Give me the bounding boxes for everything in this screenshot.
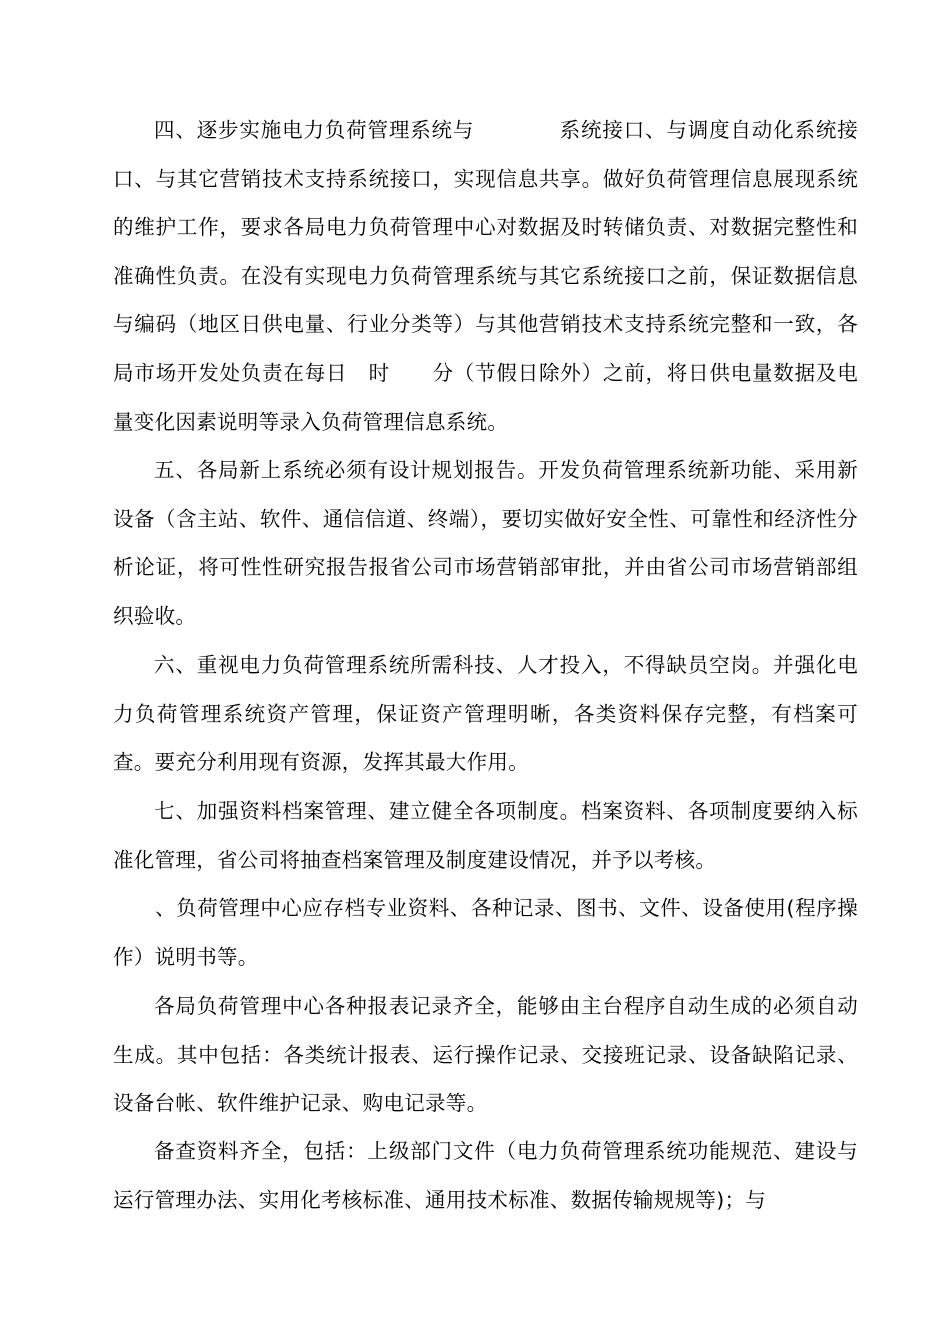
paragraph-archive-materials: 、负荷管理中心应存档专业资料、各种记录、图书、文件、设备使用(程序操作）说明书等。 — [113, 896, 858, 969]
paragraph-6-talent-assets: 六、重视电力负荷管理系统所需科技、人才投入，不得缺员空岗。并强化电力负荷管理系统资产管理，保证资产管理明晰，各类资料保存完整，有档案可查。要充分利用现有资源，发挥其最大作用。 — [113, 653, 858, 775]
paragraph-report-records: 各局负荷管理中心各种报表记录齐全，能够由主台程序自动生成的必须自动生成。其中包括：各类统计报表、运行操作记录、交接班记录、设备缺陷记录、设备台帐、软件维护记录、购电记录等。 — [113, 994, 858, 1116]
paragraph-reference-materials: 备查资料齐全，包括：上级部门文件（电力负荷管理系统功能规范、建设与运行管理办法、实用化考核标准、通用技术标准、数据传输规规等)；与 — [113, 1139, 858, 1212]
paragraph-5-design-planning: 五、各局新上系统必须有设计规划报告。开发负荷管理系统新功能、采用新设备（含主站、软件、通信信道、终端），要切实做好安全性、可靠性和经济性分析论证，将可性性研究报告报省公司市场营销部审批，并由省公司市场营销部组织验收。 — [113, 458, 858, 628]
paragraph-4-system-interfaces: 四、逐步实施电力负荷管理系统与 系统接口、与调度自动化系统接口、与其它营销技术支持系统接口，实现信息共享。做好负荷管理信息展现系统的维护工作，要求各局电力负荷管理中心对数据及时转储负责、对数据完整性和准确性负责。在没有实现电力负荷管理系统与其它系统接口之前，保证数据信息与编码（地区日供电量、行业分类等）与其他营销技术支持系统完整和一致，各局市场开发处负责在每日 时 分（节假日除外）之前，将日供电量数据及电量变化因素说明等录入负荷管理信息系统。 — [113, 118, 858, 434]
paragraph-7-archive-management: 七、加强资料档案管理、建立健全各项制度。档案资料、各项制度要纳入标准化管理，省公司将抽查档案管理及制度建设情况，并予以考核。 — [113, 799, 858, 872]
